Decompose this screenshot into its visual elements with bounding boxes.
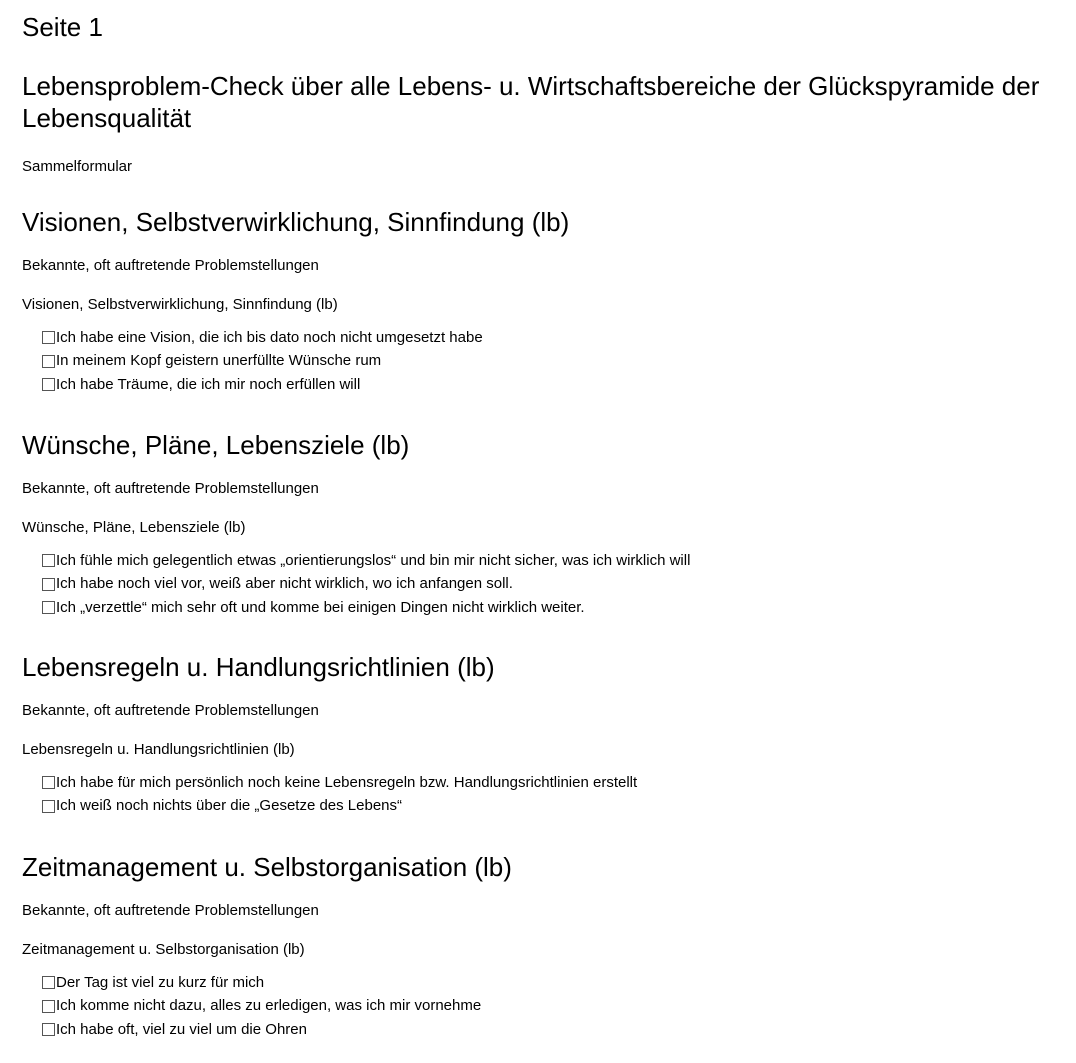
checkbox[interactable]: [42, 578, 55, 591]
checkbox-option[interactable]: [42, 549, 1062, 573]
checkbox-label[interactable]: Ich komme nicht dazu, alles zu erledigen, was ich mir vornehme: [56, 997, 482, 1015]
checkbox-label[interactable]: Ich habe noch viel vor, weiß aber nicht wirklich, wo ich anfangen soll.: [56, 575, 513, 593]
checkbox-label[interactable]: Ich habe eine Vision, die ich bis dato noch nicht umgesetzt habe: [56, 328, 483, 346]
checkbox-option[interactable]: [42, 971, 1062, 995]
form-title: Lebensproblem-Check über alle Lebens- u. Wirtschaftsbereiche der Glückspyramide der Lebensqualität: [22, 71, 1040, 133]
checkbox-group-label: Lebensregeln u. Handlungsrichtlinien (lb): [22, 741, 295, 758]
section-heading: Wünsche, Pläne, Lebensziele (lb): [22, 430, 410, 460]
checkbox-option[interactable]: [42, 373, 1062, 397]
section-note: Bekannte, oft auftretende Problemstellungen: [22, 480, 319, 497]
section-note: Bekannte, oft auftretende Problemstellungen: [22, 702, 319, 719]
section-wishes: [22, 430, 1062, 620]
checkbox-group-label: Visionen, Selbstverwirklichung, Sinnfindung (lb): [22, 296, 338, 313]
checkbox-option[interactable]: [42, 1018, 1062, 1042]
checkbox-group: [42, 771, 1062, 818]
checkbox-group-label: Wünsche, Pläne, Lebensziele (lb): [22, 519, 246, 536]
section-time-management: [22, 852, 1062, 1042]
checkbox[interactable]: [42, 976, 55, 989]
section-heading: Zeitmanagement u. Selbstorganisation (lb): [22, 852, 512, 882]
checkbox[interactable]: [42, 355, 55, 368]
checkbox-label[interactable]: Ich habe für mich persönlich noch keine Lebensregeln bzw. Handlungsrichtlinien erstellt: [56, 773, 638, 791]
section-heading: Lebensregeln u. Handlungsrichtlinien (lb): [22, 652, 495, 682]
checkbox[interactable]: [42, 601, 55, 614]
checkbox[interactable]: [42, 776, 55, 789]
checkbox-label[interactable]: Der Tag ist viel zu kurz für mich: [56, 973, 265, 991]
checkbox-option[interactable]: [42, 995, 1062, 1019]
checkbox-group: [42, 326, 1062, 397]
checkbox-option[interactable]: [42, 596, 1062, 620]
section-note: Bekannte, oft auftretende Problemstellungen: [22, 257, 319, 274]
section-note: Bekannte, oft auftretende Problemstellungen: [22, 902, 319, 919]
checkbox[interactable]: [42, 331, 55, 344]
checkbox-option[interactable]: [42, 350, 1062, 374]
checkbox-label[interactable]: Ich fühle mich gelegentlich etwas „orientierungslos“ und bin mir nicht sicher, was ich wirklich will: [56, 551, 691, 569]
checkbox-group-label: Zeitmanagement u. Selbstorganisation (lb): [22, 941, 305, 958]
checkbox[interactable]: [42, 554, 55, 567]
checkbox-label[interactable]: Ich weiß noch nichts über die „Gesetze des Lebens“: [56, 797, 403, 815]
checkbox-group: [42, 549, 1062, 620]
checkbox-option[interactable]: [42, 795, 1062, 819]
checkbox-label[interactable]: Ich „verzettle“ mich sehr oft und komme bei einigen Dingen nicht wirklich weiter.: [56, 598, 585, 616]
section-life-rules: [22, 652, 1062, 818]
section-visions: [22, 207, 1062, 397]
checkbox[interactable]: [42, 800, 55, 813]
checkbox[interactable]: [42, 378, 55, 391]
section-heading: Visionen, Selbstverwirklichung, Sinnfindung (lb): [22, 207, 570, 237]
checkbox-label[interactable]: Ich habe oft, viel zu viel um die Ohren: [56, 1020, 307, 1038]
checkbox-option[interactable]: [42, 771, 1062, 795]
checkbox[interactable]: [42, 1000, 55, 1013]
form-subtitle: Sammelformular: [22, 158, 133, 175]
checkbox-option[interactable]: [42, 326, 1062, 350]
checkbox-label[interactable]: Ich habe Träume, die ich mir noch erfüllen will: [56, 375, 361, 393]
checkbox[interactable]: [42, 1023, 55, 1036]
checkbox-group: [42, 971, 1062, 1042]
checkbox-label[interactable]: In meinem Kopf geistern unerfüllte Wünsche rum: [56, 352, 382, 370]
checkbox-option[interactable]: [42, 573, 1062, 597]
page-number-label: Seite 1: [22, 12, 103, 42]
